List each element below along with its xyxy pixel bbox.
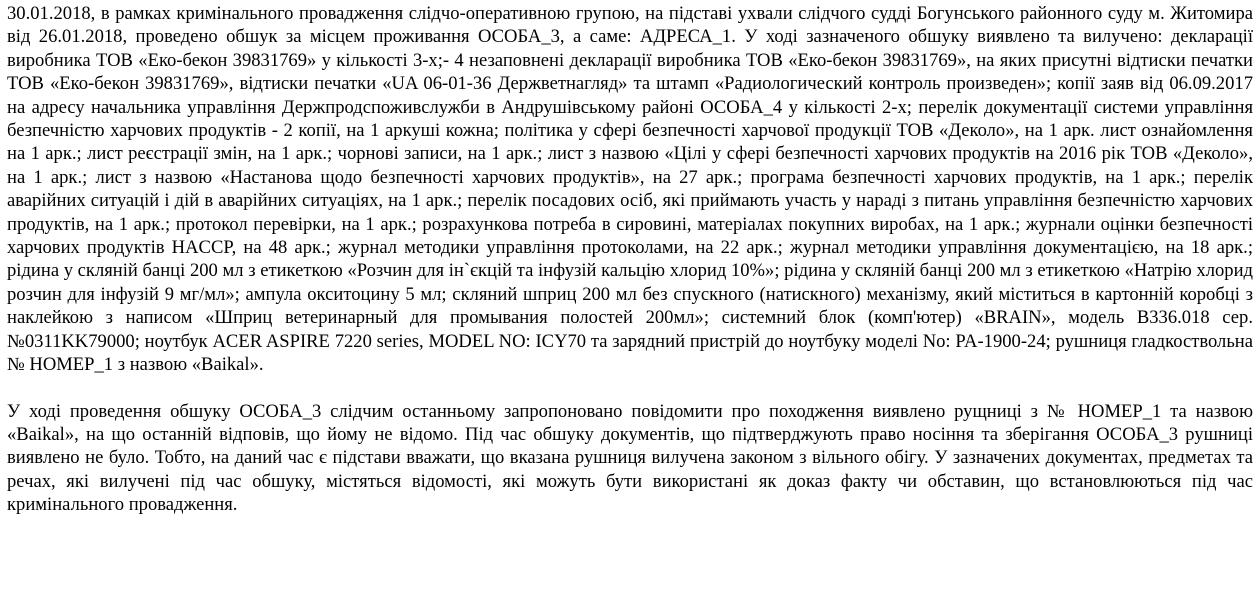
rifle-origin-paragraph: У ході проведення обшуку ОСОБА_3 слідчим останньому запропоновано повідомити про походження виявлено рущниці з № НОМЕР_1 та назвою «Baikal», на що останній відповів, що йому не відомо. Під час обшуку документів, що підтверджують право носіння та зберігання ОСОБА_3 рушниці виявлено не було. Тобто, на даний час є підстави вважати, що вказана рушниця вилучена законом з вільного обігу. У зазначених документах, предметах та речах, які вилучені під час обшуку, містяться відомості, які можуть бути використані як доказ факту чи обставин, що встановлюються під час кримінального провадження. xyxy=(7,400,1253,516)
document-body xyxy=(7,2,1253,517)
search-description-paragraph: 30.01.2018, в рамках кримінального провадження слідчо-оперативною групою, на підставі ухвали слідчого судді Богунського районного суду м. Житомира від 26.01.2018, проведено обшук за місцем проживання ОСОБА_3, а саме: АДРЕСА_1. У ході зазначеного обшуку виявлено та вилучено: декларації виробника ТОВ «Еко-бекон 39831769» у кількості 3-х;- 4 незаповнені декларації виробника ТОВ «Еко-бекон 39831769», на яких присутні відтиски печатки ТОВ «Еко-бекон 39831769», відтиски печатки «UA 06-01-36 Держветнагляд» та штамп «Радиологический контроль произведен»; копії заяв від 06.09.2017 на адресу начальника управління Держпродспоживслужби в Андрушівському районі ОСОБА_4 у кількості 2-х; перелік документації системи управління безпечністю харчових продуктів - 2 копії, на 1 аркуші кожна; політика у сфері безпечності харчової продукції ТОВ «Деколо», на 1 арк. лист ознайомлення на 1 арк.; лист реєстрації змін, на 1 арк.; чорнові записи, на 1 арк.; лист з назвою «Цілі у сфері безпечності харчових продуктів на 2016 рік ТОВ «Деколо», на 1 арк.; лист з назвою «Настанова щодо безпечності харчових продуктів», на 27 арк.; програма безпечності харчових продуктів, на 1 арк.; перелік аварійних ситуацій і дій в аварійних ситуаціях, на 1 арк.; перелік посадових осіб, які приймають участь у нараді з питань управління безпечністю харчових продуктів, на 1 арк.; протокол перевірки, на 1 арк.; розрахункова потреба в сировині, матеріалах покупних виробах, на 1 арк.; журнали оцінки безпечності харчових продуктів HACCP, на 48 арк.; журнал методики управління протоколами, на 22 арк.; журнал методики управління документацією, на 18 арк.; рідина у скляній банці 200 мл з етикеткою «Розчин для ін`єкцій та інфузій кальцію хлорид 10%»; рідина у скляній банці 200 мл з етикеткою «Натрію хлорид розчин для інфузій 9 мг/мл»; ампула окситоцину 5 мл; скляний шприц 200 мл без спускного (натискного) механізму, який міститься в картонній коробці з наклейкою з написом «Шприц ветеринарный для промывания полостей 200мл»; системний блок (комп'ютер) «BRAIN», модель B336.018 сер. №0311KK79000; ноутбук ACER ASPIRE 7220 series, MODEL NO: ICY70 та зарядний пристрій до ноутбуку моделі No: PA-1900-24; рушниця гладкоствольна № НОМЕР_1 з назвою «Baikal». xyxy=(7,3,1253,376)
